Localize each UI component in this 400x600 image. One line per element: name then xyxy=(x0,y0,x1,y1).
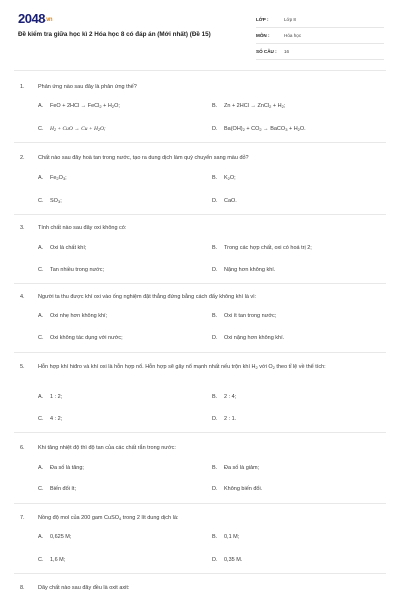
option-letter: D. xyxy=(212,486,218,492)
option-text: Nặng hơn không khí. xyxy=(224,267,276,273)
option-letter: A. xyxy=(38,534,44,540)
option-c[interactable] xyxy=(38,416,62,422)
option-c[interactable] xyxy=(38,198,62,204)
meta-table xyxy=(256,12,384,60)
option-c[interactable] xyxy=(38,267,104,273)
option-letter: A. xyxy=(38,465,44,471)
option-letter: C. xyxy=(38,198,44,204)
option-text: $SO_3$; xyxy=(50,198,62,204)
option-d[interactable] xyxy=(212,335,284,341)
option-letter: A. xyxy=(38,103,44,109)
meta-key: SỐ CÂU : xyxy=(256,49,277,54)
meta-value: Lớp 8 xyxy=(284,17,296,22)
option-d[interactable] xyxy=(212,557,242,563)
option-text: Oxi không tác dụng với nước; xyxy=(50,335,123,341)
option-d[interactable] xyxy=(212,486,262,492)
option-text: Oxi nặng hơn không khí. xyxy=(224,335,285,341)
question-stem: Người ta thu được khí oxi vào ống nghiệm đặt thẳng đứng bằng cách đẩy không khí là vì: xyxy=(38,294,257,300)
option-d[interactable] xyxy=(212,198,237,204)
document-header xyxy=(0,0,400,70)
divider xyxy=(14,573,386,574)
option-text: Không biến đổi. xyxy=(224,486,263,492)
option-letter: B. xyxy=(212,175,218,181)
meta-value: 16 xyxy=(284,49,290,54)
option-b[interactable] xyxy=(212,175,236,181)
question-number: 8. xyxy=(20,585,25,591)
option-a[interactable] xyxy=(38,534,71,540)
question-number: 2. xyxy=(20,155,25,161)
option-b[interactable] xyxy=(212,103,285,109)
option-letter: D. xyxy=(212,335,218,341)
option-text: 2 : 1. xyxy=(224,416,237,422)
option-b[interactable] xyxy=(212,313,276,319)
option-text: Tan nhiều trong nước; xyxy=(50,267,105,273)
option-letter: B. xyxy=(212,313,218,319)
divider xyxy=(14,214,386,215)
option-b[interactable] xyxy=(212,394,236,400)
option-text: Đa số là giảm; xyxy=(224,465,260,471)
meta-value: Hóa học xyxy=(284,33,302,38)
question-stem: Dãy chất nào sau đây đều là oxit axit: xyxy=(38,585,130,591)
question-stem: Khi tăng nhiệt độ thì độ tan của các chất rắn trong nước: xyxy=(38,445,176,451)
question-number: 6. xyxy=(20,445,25,451)
option-c[interactable] xyxy=(38,126,106,132)
option-text: $K_2O$; xyxy=(224,175,236,181)
option-letter: C. xyxy=(38,486,44,492)
option-text: 0,625 M; xyxy=(50,534,72,540)
option-text: 0,35 M. xyxy=(224,557,243,563)
option-letter: D. xyxy=(212,557,218,563)
option-text: Oxi nhẹ hơn không khí; xyxy=(50,313,108,319)
option-letter: C. xyxy=(38,267,44,273)
question-stem: Tính chất nào sau đây oxi không có: xyxy=(38,225,127,231)
option-a[interactable] xyxy=(38,394,62,400)
option-letter: D. xyxy=(212,198,218,204)
option-text: Đa số là tăng; xyxy=(50,465,84,471)
option-c[interactable] xyxy=(38,486,76,492)
question-stem: Phản ứng nào sau đây là phản ứng thế? xyxy=(38,84,137,90)
option-text: Oxi là chất khí; xyxy=(50,245,87,251)
divider xyxy=(14,142,386,143)
divider xyxy=(14,70,386,71)
option-letter: B. xyxy=(212,103,218,109)
option-text: 4 : 2; xyxy=(50,416,63,422)
option-d[interactable] xyxy=(212,267,275,273)
option-b[interactable] xyxy=(212,245,312,251)
question-number: 3. xyxy=(20,225,25,231)
option-b[interactable] xyxy=(212,465,259,471)
option-a[interactable] xyxy=(38,103,120,109)
question-number: 1. xyxy=(20,84,25,90)
document-title: Đề kiểm tra giữa học kì 2 Hóa học 8 có đáp án (Mới nhất) (Đề 15) xyxy=(18,31,211,38)
option-text: FeO + 2HCl → FeCl$_2$ + $H_2O$; xyxy=(50,103,120,109)
meta-row-count xyxy=(256,44,384,60)
question-number: 7. xyxy=(20,515,25,521)
option-letter: A. xyxy=(38,245,44,251)
option-text: Oxi ít tan trong nước; xyxy=(224,313,277,319)
option-text: 0,1 M; xyxy=(224,534,240,540)
option-letter: B. xyxy=(212,245,218,251)
option-b[interactable] xyxy=(212,534,239,540)
option-letter: C. xyxy=(38,126,44,132)
option-d[interactable] xyxy=(212,416,236,422)
divider xyxy=(14,352,386,353)
option-a[interactable] xyxy=(38,465,84,471)
meta-row-subject xyxy=(256,28,384,44)
option-text: $H_2$ + CuO → $Cu + H_2O$; xyxy=(50,126,106,132)
option-letter: D. xyxy=(212,126,218,132)
meta-row-class xyxy=(256,12,384,28)
divider xyxy=(14,432,386,433)
option-letter: A. xyxy=(38,175,44,181)
option-c[interactable] xyxy=(38,335,123,341)
option-a[interactable] xyxy=(38,175,67,181)
question-stem: Chất nào sau đây hoà tan trong nước, tạo ra dung dịch làm quỳ chuyển sang màu đỏ? xyxy=(38,155,249,161)
option-text: Zn + 2HCl → ZnCl$_2$ + $H_2$; xyxy=(224,103,286,109)
option-text: Trong các hợp chất, oxi có hoá trị 2; xyxy=(224,245,312,251)
option-letter: B. xyxy=(212,465,218,471)
option-text: Biến đổi ít; xyxy=(50,486,76,492)
option-text: 1 : 2; xyxy=(50,394,63,400)
question-stem: Nồng độ mol của 200 gam CuSO$_4$ trong 2 lít dung dịch là: xyxy=(38,515,179,521)
divider xyxy=(14,283,386,284)
option-d[interactable] xyxy=(212,126,306,132)
option-letter: A. xyxy=(38,313,44,319)
meta-key: MÔN : xyxy=(256,33,270,38)
meta-key: LỚP : xyxy=(256,17,269,22)
option-text: 2 : 4; xyxy=(224,394,237,400)
question-stem: Hỗn hợp khí hiđro và khí oxi là hỗn hợp nổ. Hỗn hợp sẽ gây nổ mạnh nhất nếu trộn khí $H_2$ với $O_2$ theo tỉ lệ về thể tích: xyxy=(38,364,326,370)
question-number: 4. xyxy=(20,294,25,300)
option-letter: D. xyxy=(212,267,218,273)
site-logo[interactable] xyxy=(18,11,52,26)
option-letter: C. xyxy=(38,416,44,422)
option-text: CaO. xyxy=(224,198,237,204)
option-letter: C. xyxy=(38,557,44,563)
option-a[interactable] xyxy=(38,245,86,251)
divider xyxy=(14,503,386,504)
option-letter: A. xyxy=(38,394,44,400)
logo-main: 2048 xyxy=(18,11,45,26)
option-letter: D. xyxy=(212,416,218,422)
option-letter: B. xyxy=(212,394,218,400)
option-text: 1,6 M; xyxy=(50,557,66,563)
option-c[interactable] xyxy=(38,557,65,563)
option-text: $Fe_2O_3$; xyxy=(50,175,67,181)
option-letter: C. xyxy=(38,335,44,341)
option-a[interactable] xyxy=(38,313,107,319)
question-number: 5. xyxy=(20,364,25,370)
logo-suffix: .vn xyxy=(44,17,53,23)
option-text: $Ba(OH)_2 + CO_2$ → BaCO$_3$ + $H_2O$. xyxy=(224,126,306,132)
option-letter: B. xyxy=(212,534,218,540)
